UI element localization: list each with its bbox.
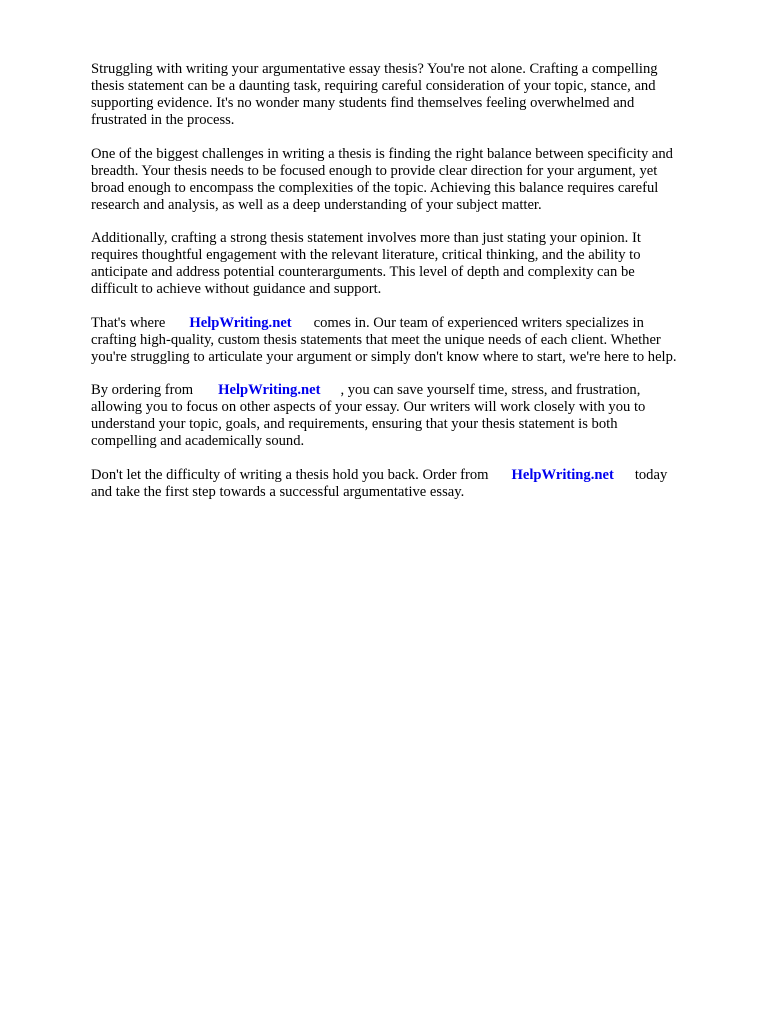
text-line: research and analysis, as well as a deep understanding of your subject matter. (91, 196, 542, 213)
text-line: Struggling with writing your argumentative essay thesis? You're not alone. Crafting a compelling (91, 61, 658, 77)
paragraph-additionally (91, 230, 721, 298)
text-line: requires thoughtful engagement with the relevant literature, critical thinking, and the ability to (91, 247, 641, 263)
text-before-link: Don't let the difficulty of writing a thesis hold you back. Order from (91, 466, 489, 483)
text-line: allowing you to focus on other aspects of your essay. Our writers will work closely with you to (91, 399, 646, 415)
paragraph-service (91, 315, 721, 366)
paragraph-intro (91, 61, 721, 129)
paragraph-ordering (91, 382, 721, 450)
text-line: you're struggling to articulate your argument or simply don't know where to start, we're here to help. (91, 348, 677, 365)
helpwriting-link[interactable]: HelpWriting.net (189, 314, 292, 331)
text-before-link: That's where (91, 314, 166, 331)
text-line: compelling and academically sound. (91, 433, 305, 449)
text-line: broad enough to encompass the complexities of the topic. Achieving this balance requires careful (91, 179, 659, 196)
text-line: breadth. Your thesis needs to be focused enough to provide clear direction for your argument, yet (91, 162, 658, 179)
text-line: frustrated in the process. (91, 112, 235, 128)
text-line: crafting high-quality, custom thesis statements that meet the unique needs of each client. Whether (91, 331, 661, 348)
text-line-with-link (91, 467, 721, 484)
text-line: understand your topic, goals, and requirements, ensuring that your thesis statement is both (91, 416, 618, 432)
text-line-with-link (91, 382, 721, 399)
text-line-with-link (91, 315, 721, 332)
paragraph-closing (91, 467, 721, 501)
helpwriting-link[interactable]: HelpWriting.net (511, 466, 614, 483)
text-line: Additionally, crafting a strong thesis statement involves more than just stating your opinion. It (91, 230, 641, 246)
text-after-link: today (634, 466, 668, 483)
text-line: One of the biggest challenges in writing a thesis is finding the right balance between specificity and (91, 145, 673, 162)
text-after-link: comes in. Our team of experienced writers specializes in (313, 314, 644, 331)
text-line: anticipate and address potential counterarguments. This level of depth and complexity can be (91, 264, 635, 280)
helpwriting-link[interactable]: HelpWriting.net (218, 382, 321, 398)
text-line: supporting evidence. It's no wonder many students find themselves feeling overwhelmed and (91, 95, 635, 111)
document-body (91, 61, 721, 517)
text-line: difficult to achieve without guidance and support. (91, 281, 382, 297)
text-line: and take the first step towards a successful argumentative essay. (91, 483, 465, 500)
text-line: thesis statement can be a daunting task, requiring careful consideration of your topic, stance, and (91, 78, 656, 94)
text-before-link: By ordering from (91, 382, 194, 398)
text-after-link: , you can save yourself time, stress, and frustration, (340, 382, 641, 398)
paragraph-challenges (91, 146, 721, 214)
